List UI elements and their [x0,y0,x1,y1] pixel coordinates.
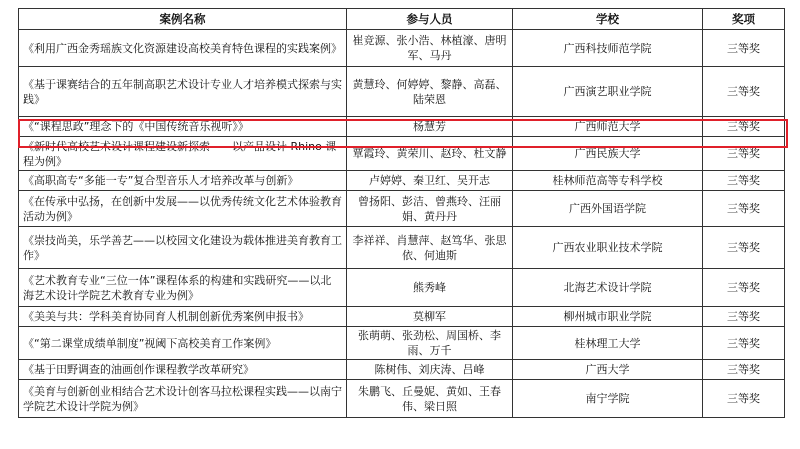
school-cell: 桂林师范高等专科学校 [513,171,703,191]
table-row [19,117,785,137]
members-cell: 崔竞源、张小浩、林植濠、唐明军、马丹 [347,30,513,67]
table-row [19,269,785,307]
case-name-cell: 《崇技尚美，乐学善艺——以校园文化建设为载体推进美育教育工作》 [19,227,347,269]
case-name-cell: 《艺术教育专业“三位一体”课程体系的构建和实践研究——以北海艺术设计学院艺术教育专业为例》 [19,269,347,307]
school-cell: 广西演艺职业学院 [513,67,703,117]
award-cell: 三等奖 [703,327,785,360]
case-name-cell: 《高职高专“多能一专”复合型音乐人才培养改革与创新》 [19,171,347,191]
header-case-name: 案例名称 [19,9,347,30]
award-cell: 三等奖 [703,117,785,137]
award-cell: 三等奖 [703,360,785,380]
school-cell: 北海艺术设计学院 [513,269,703,307]
award-cell: 三等奖 [703,67,785,117]
members-cell: 张萌萌、张劲松、周国桥、李雨、万千 [347,327,513,360]
members-cell: 李祥祥、肖慧萍、赵笃华、张思依、何迪斯 [347,227,513,269]
school-cell: 南宁学院 [513,380,703,418]
table-row [19,30,785,67]
members-cell: 莫柳军 [347,307,513,327]
award-cell: 三等奖 [703,227,785,269]
school-cell: 广西外国语学院 [513,191,703,227]
award-cell: 三等奖 [703,191,785,227]
case-name-cell: 《“课程思政”理念下的《中国传统音乐视听》》 [19,117,347,137]
table-row [19,380,785,418]
table-row [19,67,785,117]
award-cell: 三等奖 [703,30,785,67]
award-cell: 三等奖 [703,137,785,171]
case-name-cell: 《利用广西金秀瑶族文化资源建设高校美育特色课程的实践案例》 [19,30,347,67]
members-cell: 朱鹏飞、丘曼妮、黄如、王春伟、梁日照 [347,380,513,418]
table-row [19,307,785,327]
table-row [19,227,785,269]
members-cell: 覃霞玲、黄荣川、赵玲、杜文静 [347,137,513,171]
awards-table [18,8,785,418]
members-cell: 陈树伟、刘庆涛、吕峰 [347,360,513,380]
members-cell: 熊秀峰 [347,269,513,307]
members-cell: 黄慧玲、何婷婷、黎静、高磊、陆荣恩 [347,67,513,117]
case-name-cell: 《基于田野调查的油画创作课程教学改革研究》 [19,360,347,380]
members-cell: 杨慧芳 [347,117,513,137]
school-cell: 广西民族大学 [513,137,703,171]
award-cell: 三等奖 [703,269,785,307]
header-award: 奖项 [703,9,785,30]
table-row [19,171,785,191]
school-cell: 广西大学 [513,360,703,380]
school-cell: 柳州城市职业学院 [513,307,703,327]
table-row [19,327,785,360]
case-name-cell: 《新时代高校艺术设计课程建设新探索——以产品设计 Rhino 课程为例》 [19,137,347,171]
table-row [19,137,785,171]
header-school: 学校 [513,9,703,30]
table-row [19,191,785,227]
case-name-cell: 《在传承中弘扬，在创新中发展——以优秀传统文化艺术体验教育活动为例》 [19,191,347,227]
members-cell: 曾扬阳、彭洁、曾燕玲、汪丽娟、黄丹丹 [347,191,513,227]
school-cell: 广西师范大学 [513,117,703,137]
school-cell: 桂林理工大学 [513,327,703,360]
case-name-cell: 《“第二课堂成绩单制度”视阈下高校美育工作案例》 [19,327,347,360]
award-cell: 三等奖 [703,307,785,327]
school-cell: 广西农业职业技术学院 [513,227,703,269]
case-name-cell: 《美育与创新创业相结合艺术设计创客马拉松课程实践——以南宁学院艺术设计学院为例》 [19,380,347,418]
table-row [19,360,785,380]
case-name-cell: 《美美与共：学科美育协同育人机制创新优秀案例申报书》 [19,307,347,327]
case-name-cell: 《基于课赛结合的五年制高职艺术设计专业人才培养模式探索与实践》 [19,67,347,117]
table-header-row [19,9,785,30]
award-cell: 三等奖 [703,380,785,418]
school-cell: 广西科技师范学院 [513,30,703,67]
members-cell: 卢婷婷、秦卫红、吴开志 [347,171,513,191]
header-members: 参与人员 [347,9,513,30]
award-cell: 三等奖 [703,171,785,191]
